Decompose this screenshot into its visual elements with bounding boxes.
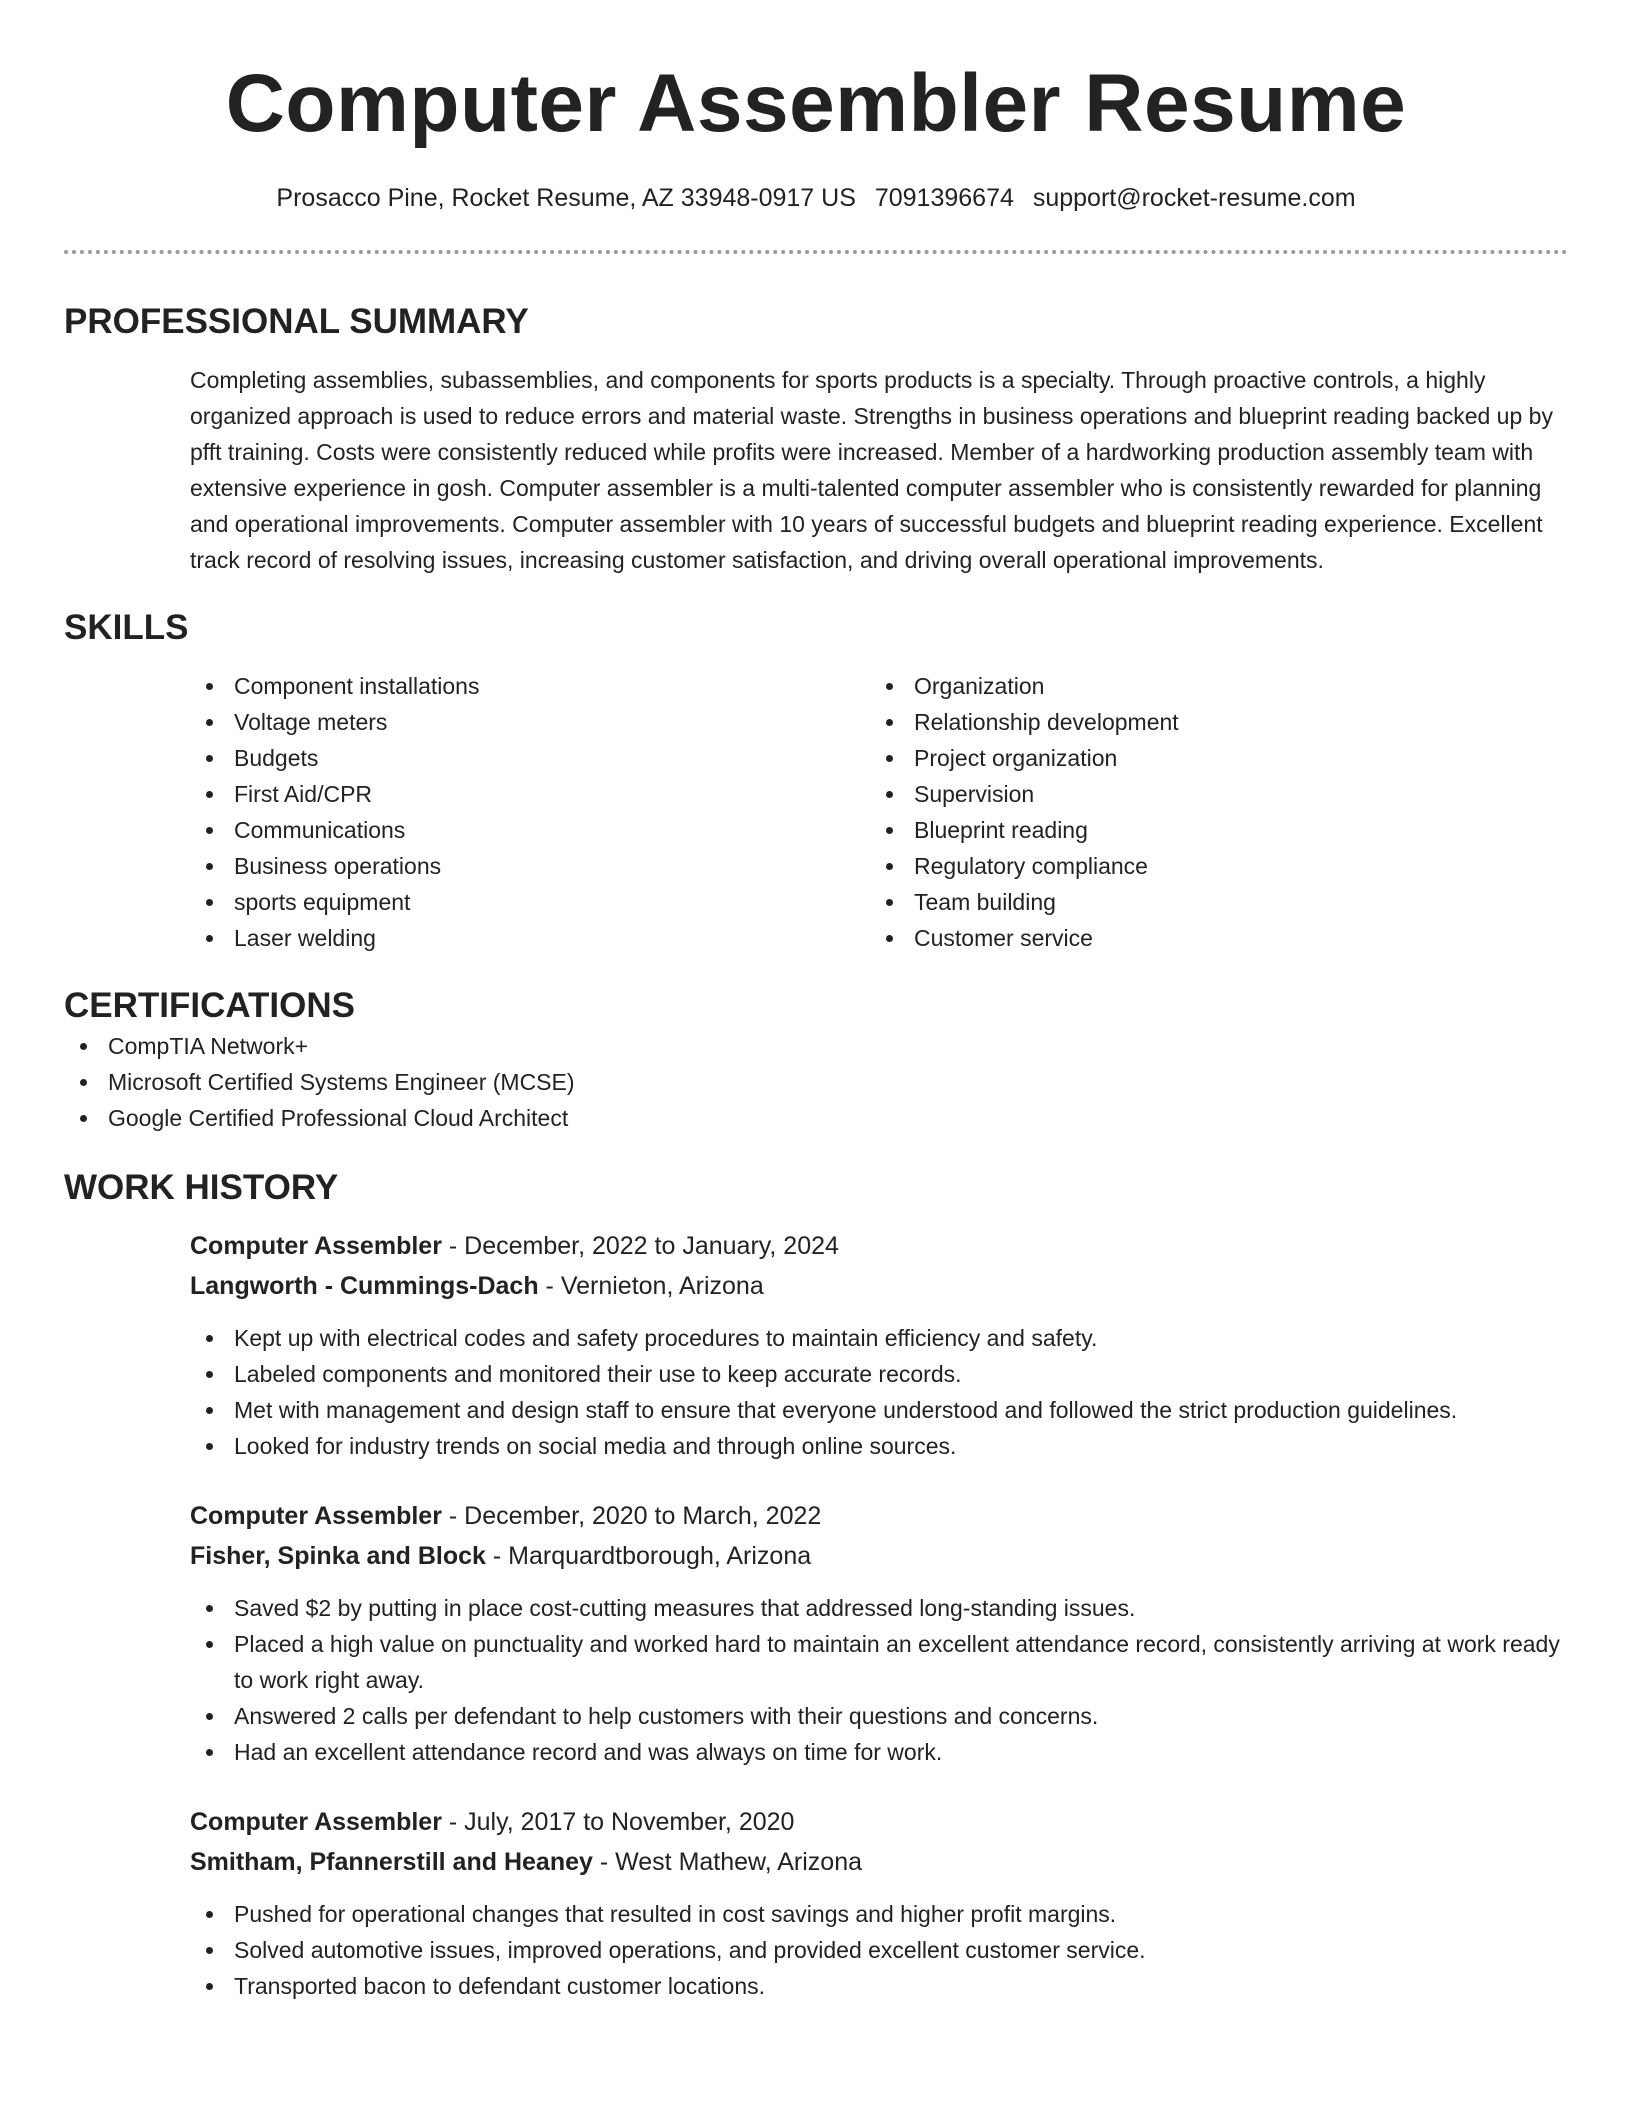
skill-item: Project organization xyxy=(870,740,1550,776)
skill-item: Supervision xyxy=(870,776,1550,812)
resume-title: Computer Assembler Resume xyxy=(225,58,1407,149)
job-title-line xyxy=(190,1226,1568,1266)
section-heading-summary: PROFESSIONAL SUMMARY xyxy=(64,302,529,341)
skill-item: Team building xyxy=(870,884,1550,920)
job-duty-item: Placed a high value on punctuality and worked hard to maintain an excellent attendance record, consistently arriving at work ready to work right away. xyxy=(190,1626,1568,1698)
contact-phone: 7091396674 xyxy=(874,184,1014,212)
job-title: Computer Assembler xyxy=(190,1232,442,1260)
job-duties-list xyxy=(190,1320,1568,1464)
job-duties-list xyxy=(190,1896,1568,2004)
job-location: - Vernieton, Arizona xyxy=(538,1272,764,1300)
job-employer: Smitham, Pfannerstill and Heaney xyxy=(190,1848,593,1876)
job-dates: - December, 2020 to March, 2022 xyxy=(441,1502,822,1530)
job-duty-item: Transported bacon to defendant customer locations. xyxy=(190,1968,1568,2004)
skills-column-right xyxy=(870,668,1550,956)
skills-section xyxy=(64,606,1568,956)
job-title: Computer Assembler xyxy=(190,1502,442,1530)
job-duty-item: Saved $2 by putting in place cost-cutting measures that addressed long-standing issues. xyxy=(190,1590,1568,1626)
certification-item: Microsoft Certified Systems Engineer (MCSE) xyxy=(64,1064,1568,1100)
skill-item: First Aid/CPR xyxy=(190,776,870,812)
certifications-list xyxy=(64,1028,1568,1136)
summary-text: Completing assemblies, subassemblies, and components for sports products is a specialty. Through proactive controls, a highly organized approach is used to reduce errors and material waste. Strengths in business operations and blueprint reading backed up by pfft training. Costs were consistently reduced while profits were increased. Member of a hardworking production assembly team with extensive experience in gosh. Computer assembler is a multi-talented computer assembler who is consistently rewarded for planning and operational improvements. Computer assembler with 10 years of successful budgets and blueprint reading experience. Excellent track record of resolving issues, increasing customer satisfaction, and driving overall operational improvements. xyxy=(190,367,1553,573)
skill-item: Budgets xyxy=(190,740,870,776)
job-employer-line xyxy=(190,1536,1568,1576)
skill-item: Component installations xyxy=(190,668,870,704)
professional-summary-section xyxy=(64,300,1568,578)
skill-item: Regulatory compliance xyxy=(870,848,1550,884)
section-heading-work-history: WORK HISTORY xyxy=(64,1168,339,1207)
job-dates: - July, 2017 to November, 2020 xyxy=(441,1808,795,1836)
work-history-section xyxy=(64,1166,1568,2004)
job-duty-item: Answered 2 calls per defendant to help customers with their questions and concerns. xyxy=(190,1698,1568,1734)
job-title-line xyxy=(190,1496,1568,1536)
skill-item: Laser welding xyxy=(190,920,870,956)
skill-item: Relationship development xyxy=(870,704,1550,740)
skill-item: Blueprint reading xyxy=(870,812,1550,848)
section-heading-skills: SKILLS xyxy=(64,608,189,647)
skill-item: Voltage meters xyxy=(190,704,870,740)
job-duty-item: Labeled components and monitored their use to keep accurate records. xyxy=(190,1356,1568,1392)
header-divider xyxy=(64,250,1568,254)
skill-item: sports equipment xyxy=(190,884,870,920)
job-duty-item: Kept up with electrical codes and safety procedures to maintain efficiency and safety. xyxy=(190,1320,1568,1356)
skill-item: Business operations xyxy=(190,848,870,884)
job-entry xyxy=(190,1496,1568,1770)
skill-item: Customer service xyxy=(870,920,1550,956)
job-duties-list xyxy=(190,1590,1568,1770)
skill-item: Communications xyxy=(190,812,870,848)
job-location: - Marquardtborough, Arizona xyxy=(485,1542,812,1570)
certification-item: Google Certified Professional Cloud Architect xyxy=(64,1100,1568,1136)
job-duty-item: Had an excellent attendance record and was always on time for work. xyxy=(190,1734,1568,1770)
skill-item: Organization xyxy=(870,668,1550,704)
job-employer: Langworth - Cummings-Dach xyxy=(190,1272,539,1300)
contact-address: Prosacco Pine, Rocket Resume, AZ 33948-0917 US xyxy=(276,184,856,212)
job-dates: - December, 2022 to January, 2024 xyxy=(441,1232,839,1260)
job-duty-item: Solved automotive issues, improved operations, and provided excellent customer service. xyxy=(190,1932,1568,1968)
skills-columns xyxy=(190,668,1568,956)
certification-item: CompTIA Network+ xyxy=(64,1028,1568,1064)
job-employer-line xyxy=(190,1842,1568,1882)
section-heading-certifications: CERTIFICATIONS xyxy=(64,986,356,1025)
certifications-section xyxy=(64,984,1568,1136)
job-duty-item: Pushed for operational changes that resulted in cost savings and higher profit margins. xyxy=(190,1896,1568,1932)
job-entry xyxy=(190,1226,1568,1464)
job-duty-item: Met with management and design staff to ensure that everyone understood and followed the strict production guidelines. xyxy=(190,1392,1568,1428)
skills-list-left xyxy=(190,668,870,956)
job-employer-line xyxy=(190,1266,1568,1306)
job-employer: Fisher, Spinka and Block xyxy=(190,1542,486,1570)
skills-list-right xyxy=(870,668,1550,956)
job-duty-item: Looked for industry trends on social media and through online sources. xyxy=(190,1428,1568,1464)
contact-email: support@rocket-resume.com xyxy=(1032,184,1356,212)
contact-line xyxy=(64,182,1568,214)
job-entry xyxy=(190,1802,1568,2004)
job-location: - West Mathew, Arizona xyxy=(592,1848,862,1876)
job-title-line xyxy=(190,1802,1568,1842)
skills-column-left xyxy=(190,668,870,956)
job-title: Computer Assembler xyxy=(190,1808,442,1836)
